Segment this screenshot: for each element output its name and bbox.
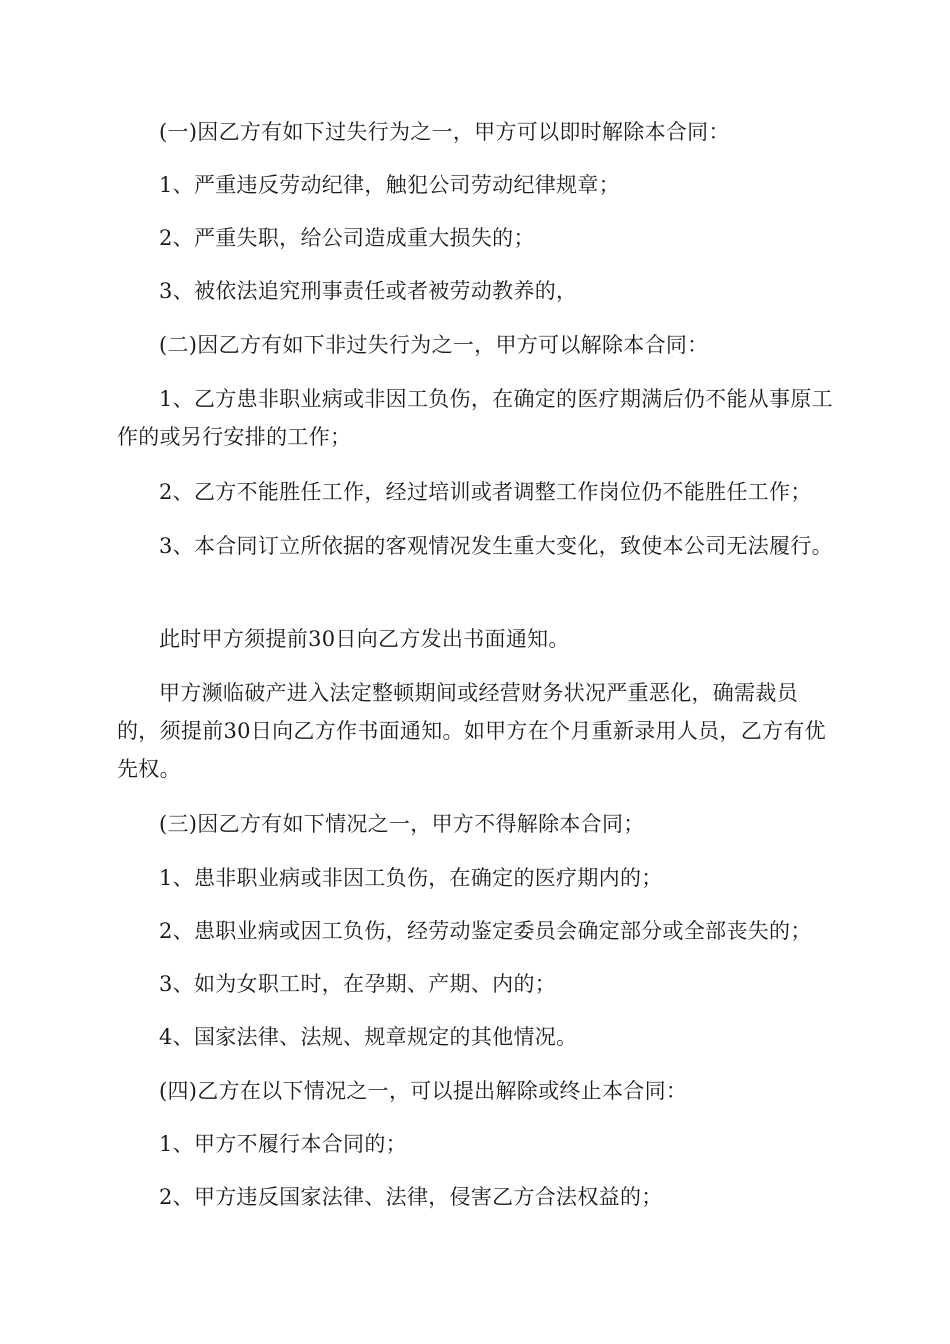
paragraph-item: 1、患非职业病或非因工负伤，在确定的医疗期内的； — [159, 866, 663, 890]
paragraph-item: 2、乙方不能胜任工作，经过培训或者调整工作岗位仍不能胜任工作； — [159, 480, 812, 504]
paragraph-layoff: 甲方濒临破产进入法定整顿期间或经营财务状况严重恶化，确需裁员的，须提前30日向乙方作书面通知。如甲方在个月重新录用人员，乙方有优先权。 — [117, 681, 826, 781]
paragraph-item: 3、被依法追究刑事责任或者被劳动教养的， — [159, 279, 578, 303]
paragraph-section-1-heading: (一)因乙方有如下过失行为之一，甲方可以即时解除本合同： — [159, 120, 730, 144]
paragraph-section-2-heading: (二)因乙方有如下非过失行为之一，甲方可以解除本合同： — [159, 333, 709, 357]
paragraph-notice: 此时甲方须提前30日向乙方发出书面通知。 — [159, 627, 570, 651]
paragraph-item: 2、患职业病或因工负伤，经劳动鉴定委员会确定部分或全部丧失的； — [159, 919, 812, 943]
paragraph-item: 1、乙方患非职业病或非因工负伤，在确定的医疗期满后仍不能从事原工作的或另行安排的工作； — [117, 387, 833, 449]
paragraph-item: 3、如为女职工时，在孕期、产期、内的； — [159, 972, 557, 996]
paragraph-item: 1、甲方不履行本合同的； — [159, 1132, 407, 1156]
paragraph-item: 4、国家法律、法规、规章规定的其他情况。 — [159, 1025, 578, 1049]
paragraph-item: 2、严重失职，给公司造成重大损失的； — [159, 226, 535, 250]
paragraph-item: 2、甲方违反国家法律、法律，侵害乙方合法权益的； — [159, 1185, 663, 1209]
paragraph-section-4-heading: (四)乙方在以下情况之一，可以提出解除或终止本合同： — [159, 1079, 688, 1103]
paragraph-section-3-heading: (三)因乙方有如下情况之一，甲方不得解除本合同； — [159, 812, 645, 836]
paragraph-item: 3、本合同订立所依据的客观情况发生重大变化，致使本公司无法履行。 — [159, 534, 833, 558]
paragraph-item: 1、严重违反劳动纪律，触犯公司劳动纪律规章； — [159, 173, 620, 197]
